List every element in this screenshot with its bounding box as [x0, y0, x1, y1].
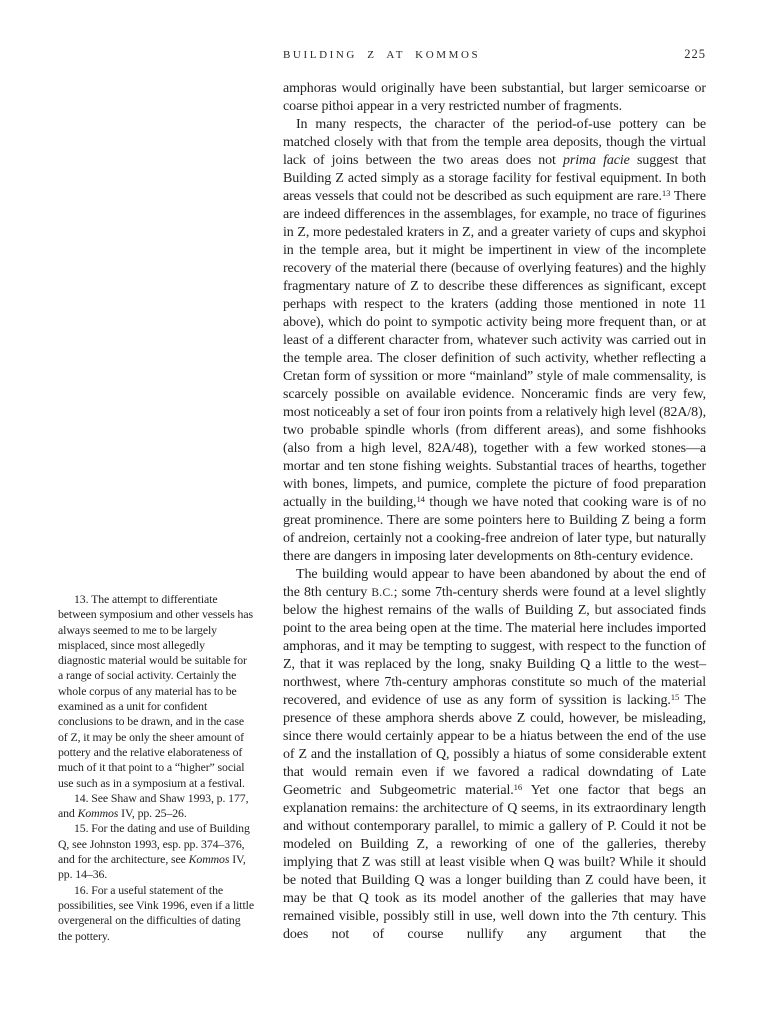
page-number: 225	[684, 47, 706, 61]
main-paragraph-1: amphoras would originally have been substantial, but larger semicoarse or coarse pithoi appear in a very restricted number of fragments.	[283, 81, 706, 114]
footnote-16: 16. For a useful statement of the possibilities, see Vink 1996, even if a little overgeneral on the difficulties of dating the pottery.	[58, 882, 254, 943]
footnote-15: 15. For the dating and use of Building Q, see Johnston 1993, esp. pp. 374–376, and for the architecture, see Kommos IV, pp. 14–36.	[58, 821, 250, 882]
footnote-column	[58, 592, 254, 944]
footnote-13: 13. The attempt to differentiate between symposium and other vessels has always seemed to me to be largely misplaced, since most allegedly diagnostic material would be suitable for a range of social activity. Certainly the whole corpus of any material has to be examined as a unit for confident conclusions to be drawn, and in the case of Z, it may be only the sheer amount of pottery and the relative elaborateness of much of it that point to a “higher” social use such as in a symposium at a festival.	[58, 592, 253, 790]
running-head-title: BUILDING Z AT KOMMOS	[283, 49, 481, 61]
main-paragraph-2: In many respects, the character of the period-of-use pottery can be matched closely with that from the temple area deposits, though the virtual lack of joins between the two areas does not prima facie suggest that Building Z acted simply as a storage facility for festival equipment. In both areas vessels that could not be described as such equipment are rare.$^{13}$ There are indeed differences in the assemblages, for example, no trace of figurines in Z, more pedestaled kraters in Z, and a greater variety of cups and skyphoi in the temple area, but it might be impertinent in view of the incomplete recovery of the material there (because of overlying features) and the highly fragmentary nature of Z to describe these differences as significant, except perhaps with respect to the kraters (adding those mentioned in note 11 above), which do point to sympotic activity being more frequent than, or at least of a different character from, whatever such activity was carried out in the temple area. The closer definition of such activity, whether reflecting a Cretan form of syssition or more “mainland” style of male commensality, is scarcely possible on available evidence. Nonceramic finds are very few, most noticeably a set of four iron points from a relatively high level (82A/8), two probable spindle whorls (from different areas), and some fishhooks (also from a high level, 82A/48), together with a few worked stones—a mortar and ten stone fishing weights. Substantial traces of hearths, together with bones, limpets, and pumice, complete the picture of food preparation actually in the building,$^{14}$ though we have noted that cooking ware is of no great prominence. There are some pointers here to Building Z being a form of andreion, certainly not a cooking-free andreion of later type, but naturally there are dangers in imposing later developments on 8th-century evidence.	[283, 117, 706, 564]
footnote-14: 14. See Shaw and Shaw 1993, p. 177, and Kommos IV, pp. 25–26.	[58, 790, 249, 821]
main-paragraph-3: The building would appear to have been abandoned by about the end of the 8th century B.C.; some 7th-century sherds were found at a level slightly below the highest remains of the walls of Building Z, but associated finds point to the area being open at the time. The material here includes imported amphoras, and it may be tempting to suggest, with respect to the function of Z, that it was replaced by the long, snaky Building Q a little to the west–northwest, where 7th-century amphoras constitute so much of the material recovered, and evidence of use as any form of syssition is lacking.$^{15}$ The presence of these amphora sherds above Z could, however, be misleading, since there would certainly appear to be a hiatus between the end of the use of Z and the installation of Q, possibly a hiatus of some considerable extent that would remain even if we favored a radical downdating of Late Geometric and Subgeometric material.$^{16}$ Yet one factor that begs an explanation remains: the architecture of Q seems, in its extraordinary length and without contemporary parallel, to mimic a gallery of P. Could it not be modeled on Building Z, a reworking of one of the galleries, thereby implying that Z was still at least visible when Q was built? While it should be noted that Building Q was a longer building than Z could have been, it may be that Q took as its model another of the galleries that may have remained visible, possibly still in use, well down into the 7th century. This does not of course nullify any argument that the	[283, 567, 707, 942]
main-text-column	[283, 80, 706, 944]
running-head	[283, 47, 706, 62]
